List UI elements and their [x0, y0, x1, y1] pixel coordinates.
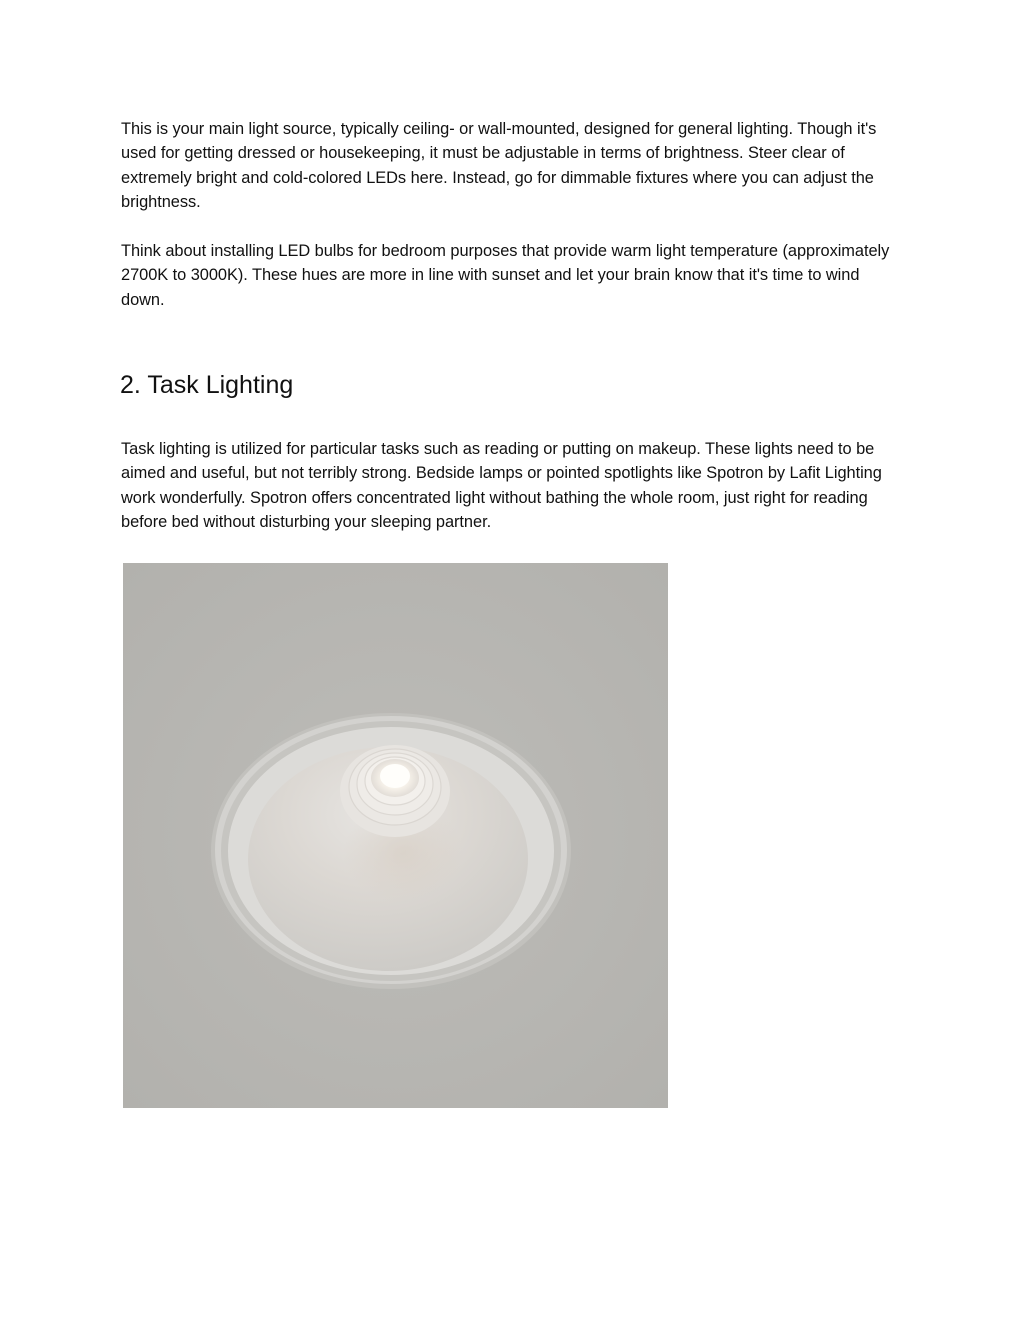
paragraph-task-lighting: Task lighting is utilized for particular tasks such as reading or putting on makeup. These lights need to be aimed and useful, but not terribly strong. Bedside lamps or pointed spotlights like Spotron by Lafit Lighting work wonderfully. Spotron offers concentrated light without bathing the whole room, just right for reading before bed without disturbing your sleeping partner.: [121, 440, 882, 531]
paragraph-color-temperature: Think about installing LED bulbs for bedroom purposes that provide warm light temperature (approximately 2700K to 3000K). These hues are more in line with sunset and let your brain know that it's time to wind down.: [121, 242, 890, 309]
spotlight-photo: [123, 563, 668, 1108]
recessed-spotlight-image: [123, 563, 668, 1108]
paragraph-ambient-lighting: This is your main light source, typically ceiling- or wall-mounted, designed for general lighting. Though it's used for getting dressed or housekeeping, it must be adjustable in terms of brightness. Steer clear of extremely bright and cold-colored LEDs here. Instead, go for dimmable fixtures where you can adjust the brightness.: [121, 120, 877, 211]
section-heading-task-lighting: 2. Task Lighting: [120, 371, 294, 399]
